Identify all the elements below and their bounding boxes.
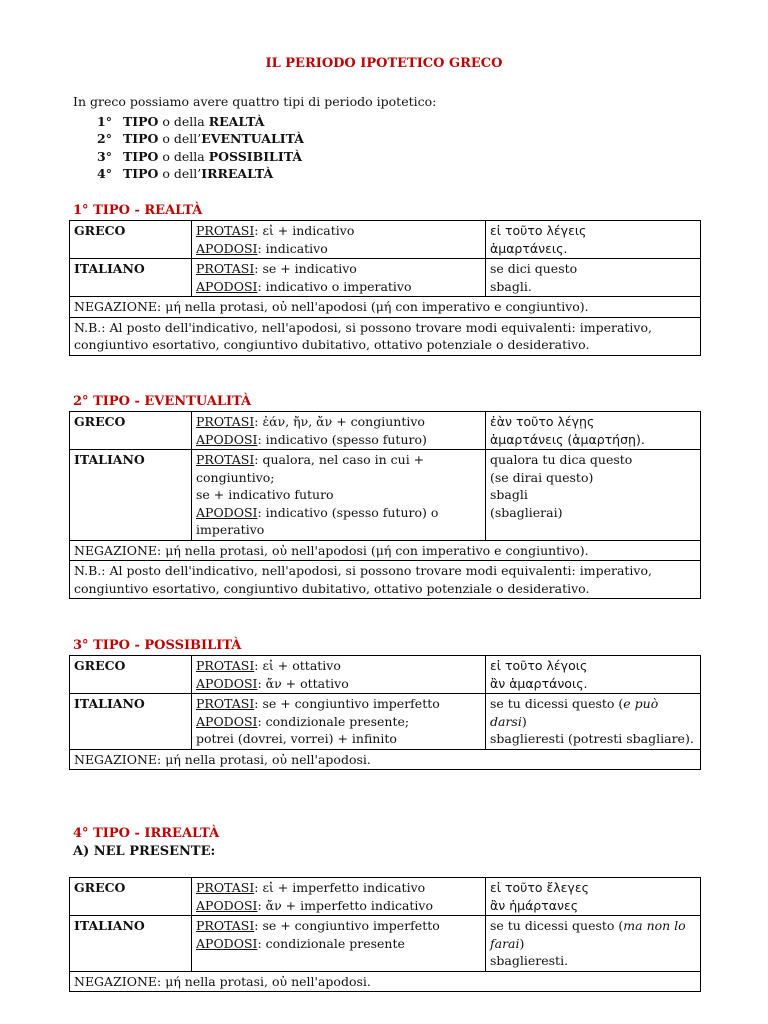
intro-list (73, 113, 713, 183)
table-row: ITALIANO PROTASI: qualora, nel caso in cui + congiuntivo; se + indicativo futuro APODOSI: indicativo (spesso futuro) o imperativo qualora tu dica questo (se dirai questo) sbagli (sbaglierai) (70, 450, 701, 541)
table-row (70, 317, 701, 355)
section-heading: 3° TIPO - POSSIBILITÀ (73, 638, 242, 653)
greek-example: εἰ τοῦτο λέγεις (490, 223, 587, 239)
list-item: 1° TIPO o della REALTÀ (97, 113, 265, 129)
greek-example: εἰ τοῦτο λέγοις (490, 658, 588, 674)
row-label: GRECO (70, 221, 192, 259)
section-heading: 4° TIPO - IRREALTÀ (73, 826, 220, 841)
table-row: GRECO PROTASI: ἐάν, ἤν, ἄν + congiuntivo APODOSI: indicativo (spesso futuro) ἐὰν τοῦτο λέγῃς ἁμαρτάνεις (ἁμαρτήσῃ). (70, 412, 701, 450)
section-heading: 2° TIPO - EVENTUALITÀ (73, 394, 252, 409)
table-row: ITALIANO PROTASI: se + congiuntivo imperfetto APODOSI: condizionale presente se tu dicessi questo (ma non lo farai) sbaglieresti. (70, 916, 701, 972)
table-row (70, 297, 701, 318)
table-tipo-1 (69, 220, 701, 356)
intro-block (73, 93, 713, 183)
table-row: ITALIANO PROTASI: se + congiuntivo imperfetto APODOSI: condizionale presente; potrei (dovrei, vorrei) + infinito se tu dicessi questo (e può darsi) sbaglieresti (potresti sbagliare). (70, 694, 701, 750)
section-tipo-1 (69, 202, 701, 356)
row-label: GRECO (70, 656, 192, 694)
greek-example: ἐὰν τοῦτο λέγῃς (490, 414, 595, 430)
table-tipo-2 (69, 411, 701, 599)
nota-bene: N.B.: Al posto dell'indicativo, nell'apodosi, si possono trovare modi equivalenti: imperativo, congiuntivo esortativo, congiuntivo dubitativo, ottativo potenziale o desiderativo. (70, 561, 701, 599)
table-row (70, 561, 701, 599)
greek-example: ἁμαρτάνεις (ἁμαρτήσῃ). (490, 431, 645, 447)
negazione: NEGAZIONE: μή nella protasi, οὐ nell'apodosi (μή con imperativo e congiuntivo). (70, 297, 701, 318)
table-tipo-4 (69, 877, 701, 992)
row-label: ITALIANO (70, 916, 192, 972)
row-label: GRECO (70, 878, 192, 916)
section-heading: 1° TIPO - REALTÀ (73, 203, 203, 218)
list-item: 2° TIPO o dell’EVENTUALITÀ (97, 131, 304, 146)
nota-bene: N.B.: Al posto dell'indicativo, nell'apodosi, si possono trovare modi equivalenti: imperativo, congiuntivo esortativo, congiuntivo dubitativo, ottativo potenziale o desiderativo. (70, 317, 701, 355)
table-tipo-3 (69, 655, 701, 770)
table-row (70, 540, 701, 561)
section-tipo-4 (69, 825, 701, 992)
list-item: 3° TIPO o della POSSIBILITÀ (97, 148, 303, 164)
negazione: NEGAZIONE: μή nella protasi, οὐ nell'apodosi (μή con imperativo e congiuntivo). (70, 540, 701, 561)
table-row: GRECO PROTASI: εἰ + imperfetto indicativo APODOSI: ἄν + imperfetto indicativo εἰ τοῦτο ἔλεγες ἂν ἡμάρτανες (70, 878, 701, 916)
table-row: ITALIANO PROTASI: se + indicativo APODOSI: indicativo o imperativo se dici questo sbagli. (70, 259, 701, 297)
section-tipo-2 (69, 393, 701, 599)
table-row: GRECO PROTASI: εἰ + ottativo APODOSI: ἄν + ottativo εἰ τοῦτο λέγοις ἂν ἁμαρτάνοις. (70, 656, 701, 694)
intro-text: In greco possiamo avere quattro tipi di periodo ipotetico: (73, 94, 437, 109)
greek-example: εἰ τοῦτο ἔλεγες (490, 880, 589, 896)
greek-example: ἂν ἁμαρτάνοις. (490, 675, 588, 691)
row-label: ITALIANO (70, 259, 192, 297)
greek-example: ἂν ἡμάρτανες (490, 897, 579, 913)
page-title: IL PERIODO IPOTETICO GRECO (265, 56, 503, 71)
negazione: NEGAZIONE: μή nella protasi, οὐ nell'apodosi. (70, 971, 701, 992)
table-row (70, 971, 701, 992)
row-label: ITALIANO (70, 694, 192, 750)
negazione: NEGAZIONE: μή nella protasi, οὐ nell'apodosi. (70, 749, 701, 770)
row-label: ITALIANO (70, 450, 192, 541)
list-item: 4° TIPO o dell’IRREALTÀ (97, 166, 274, 181)
section-subheading: A) NEL PRESENTE: (73, 844, 216, 860)
greek-example: ἁμαρτάνεις. (490, 240, 568, 256)
row-label: GRECO (70, 412, 192, 450)
table-row (70, 749, 701, 770)
section-tipo-3 (69, 637, 701, 770)
table-row: GRECO PROTASI: εἰ + indicativo APODOSI: indicativo εἰ τοῦτο λέγεις ἁμαρτάνεις. (70, 221, 701, 259)
